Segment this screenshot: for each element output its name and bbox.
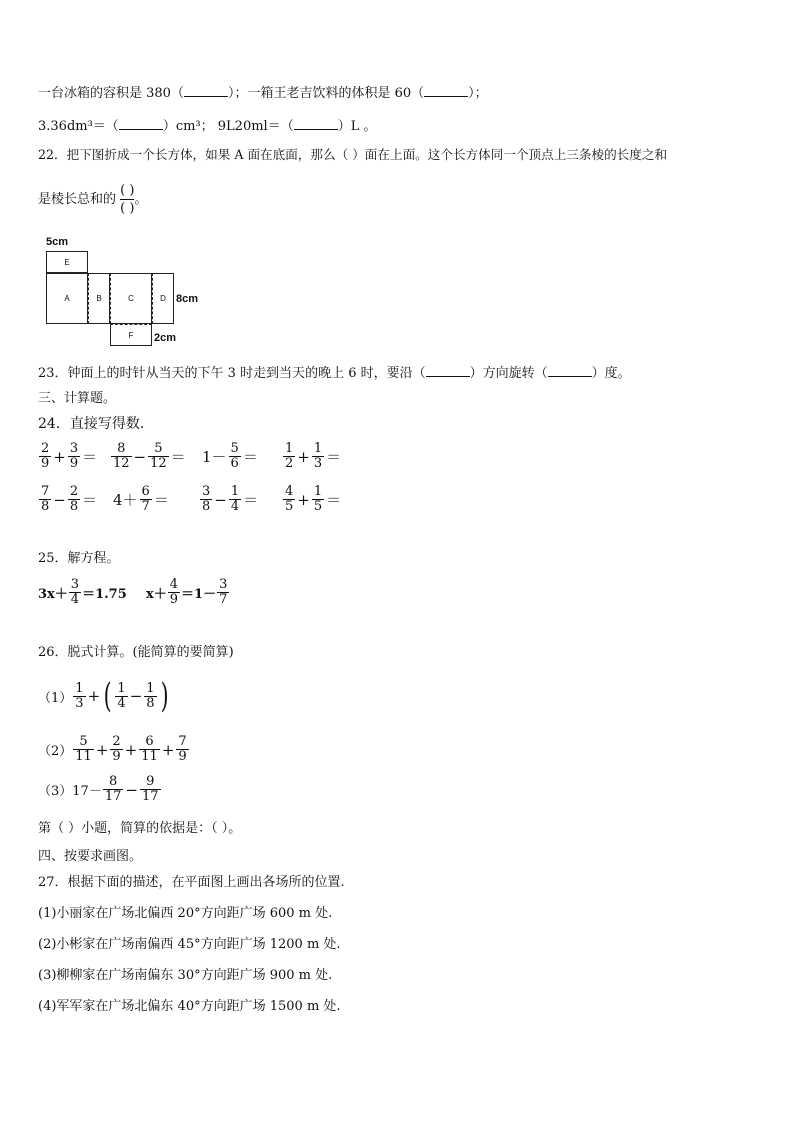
q27-item-2: (2)小彬家在广场南偏西 45°方向距广场 1200 m 处. — [38, 937, 341, 952]
q22-line1: 22．把下图折成一个长方体，如果 A 面在底面，那么（ ）面在上面。这个长方体同一个顶点上三条棱的长度之和 — [38, 147, 668, 162]
face-E: E — [46, 251, 88, 273]
blank-direction[interactable] — [426, 364, 470, 377]
q25-equations — [38, 578, 298, 614]
blank-cm3[interactable] — [119, 117, 163, 130]
face-F: F — [110, 324, 152, 346]
answer-fraction[interactable]: $\frac{( )}{( )}$ — [120, 183, 135, 216]
q23-line: 23．钟面上的时针从当天的下午 3 时走到当天的晚上 6 时，要沿（ ）方向旋转（ ）度。 — [38, 366, 631, 381]
q27-title: 27．根据下面的描述，在平面图上画出各场所的位置. — [38, 875, 345, 890]
box-net-figure — [40, 236, 220, 346]
section-3-heading: 三、计算题。 — [38, 391, 117, 406]
label-5cm: 5cm — [46, 236, 69, 248]
q24-title: 24．直接写得数． — [38, 416, 154, 432]
blank-degrees[interactable] — [548, 364, 592, 377]
problem-2: $\frac{8}{12}$ − $\frac{5}{12}$ ＝ — [113, 441, 186, 471]
problem-1: $\frac{2}{9}$ + $\frac{3}{9}$ ＝ — [41, 441, 98, 471]
section-4-heading: 四、按要求画图。 — [38, 849, 143, 864]
q21-line1: 一台冰箱的容积是 380（ ）；一箱王老吉饮料的体积是 60（ ）； — [38, 86, 488, 101]
q26-note: 第（ ）小题，简算的依据是：（ ）。 — [38, 821, 242, 836]
q26-part-3: （3） 17－ $\frac{8}{17}$ − $\frac{9}{17}$ — [38, 774, 159, 804]
q27-item-1: (1)小丽家在广场北偏西 20°方向距广场 600 m 处. — [38, 906, 333, 921]
face-B: B — [88, 273, 110, 324]
label-2cm: 2cm — [154, 332, 177, 344]
problem-3: 1－ $\frac{5}{6}$ ＝ — [202, 441, 258, 471]
face-A: A — [46, 273, 88, 324]
face-C: C — [110, 273, 152, 324]
q27-item-3: (3)柳柳家在广场南偏东 30°方向距广场 900 m 处. — [38, 968, 333, 983]
blank-fridge-unit[interactable] — [184, 84, 228, 97]
q21-line2: 3.36dm³＝（ ）cm³； 9L20ml＝（ ）L 。 — [38, 119, 377, 134]
q24-problems — [38, 440, 378, 524]
blank-drink-unit[interactable] — [424, 84, 468, 97]
q26-part-2: （2） $\frac{5}{11}$ + $\frac{2}{9}$ + $\frac{6}{11}$ + $\frac{7}{9}$ — [38, 734, 187, 764]
problem-8: $\frac{4}{5}$ + $\frac{1}{5}$ ＝ — [285, 484, 342, 514]
q26-title: 26．脱式计算。(能简算的要简算) — [38, 645, 234, 660]
equation-2: x＋ $\frac{4}{9}$ ＝1－ $\frac{3}{7}$ — [146, 577, 228, 607]
q26-part-1: （1） $\frac{1}{3}$ + ( $\frac{1}{4}$ − $\frac{1}{8}$ ) — [38, 676, 169, 716]
equation-1: 3x＋ $\frac{3}{4}$ ＝1.75 — [38, 577, 127, 607]
q22-line2: 是棱长总和的 $\frac{( )}{( )}$ 。 — [38, 183, 148, 216]
label-8cm: 8cm — [176, 293, 199, 305]
problem-6: 4＋ $\frac{6}{7}$ ＝ — [113, 484, 169, 514]
face-D: D — [152, 273, 174, 324]
problem-4: $\frac{1}{2}$ + $\frac{1}{3}$ ＝ — [285, 441, 342, 471]
q27-item-4: (4)军军家在广场北偏东 40°方向距广场 1500 m 处. — [38, 999, 341, 1014]
q25-title: 25．解方程。 — [38, 551, 120, 566]
problem-7: $\frac{3}{8}$ − $\frac{1}{4}$ ＝ — [202, 484, 259, 514]
problem-5: $\frac{7}{8}$ − $\frac{2}{8}$ ＝ — [41, 484, 98, 514]
blank-liters[interactable] — [294, 117, 338, 130]
